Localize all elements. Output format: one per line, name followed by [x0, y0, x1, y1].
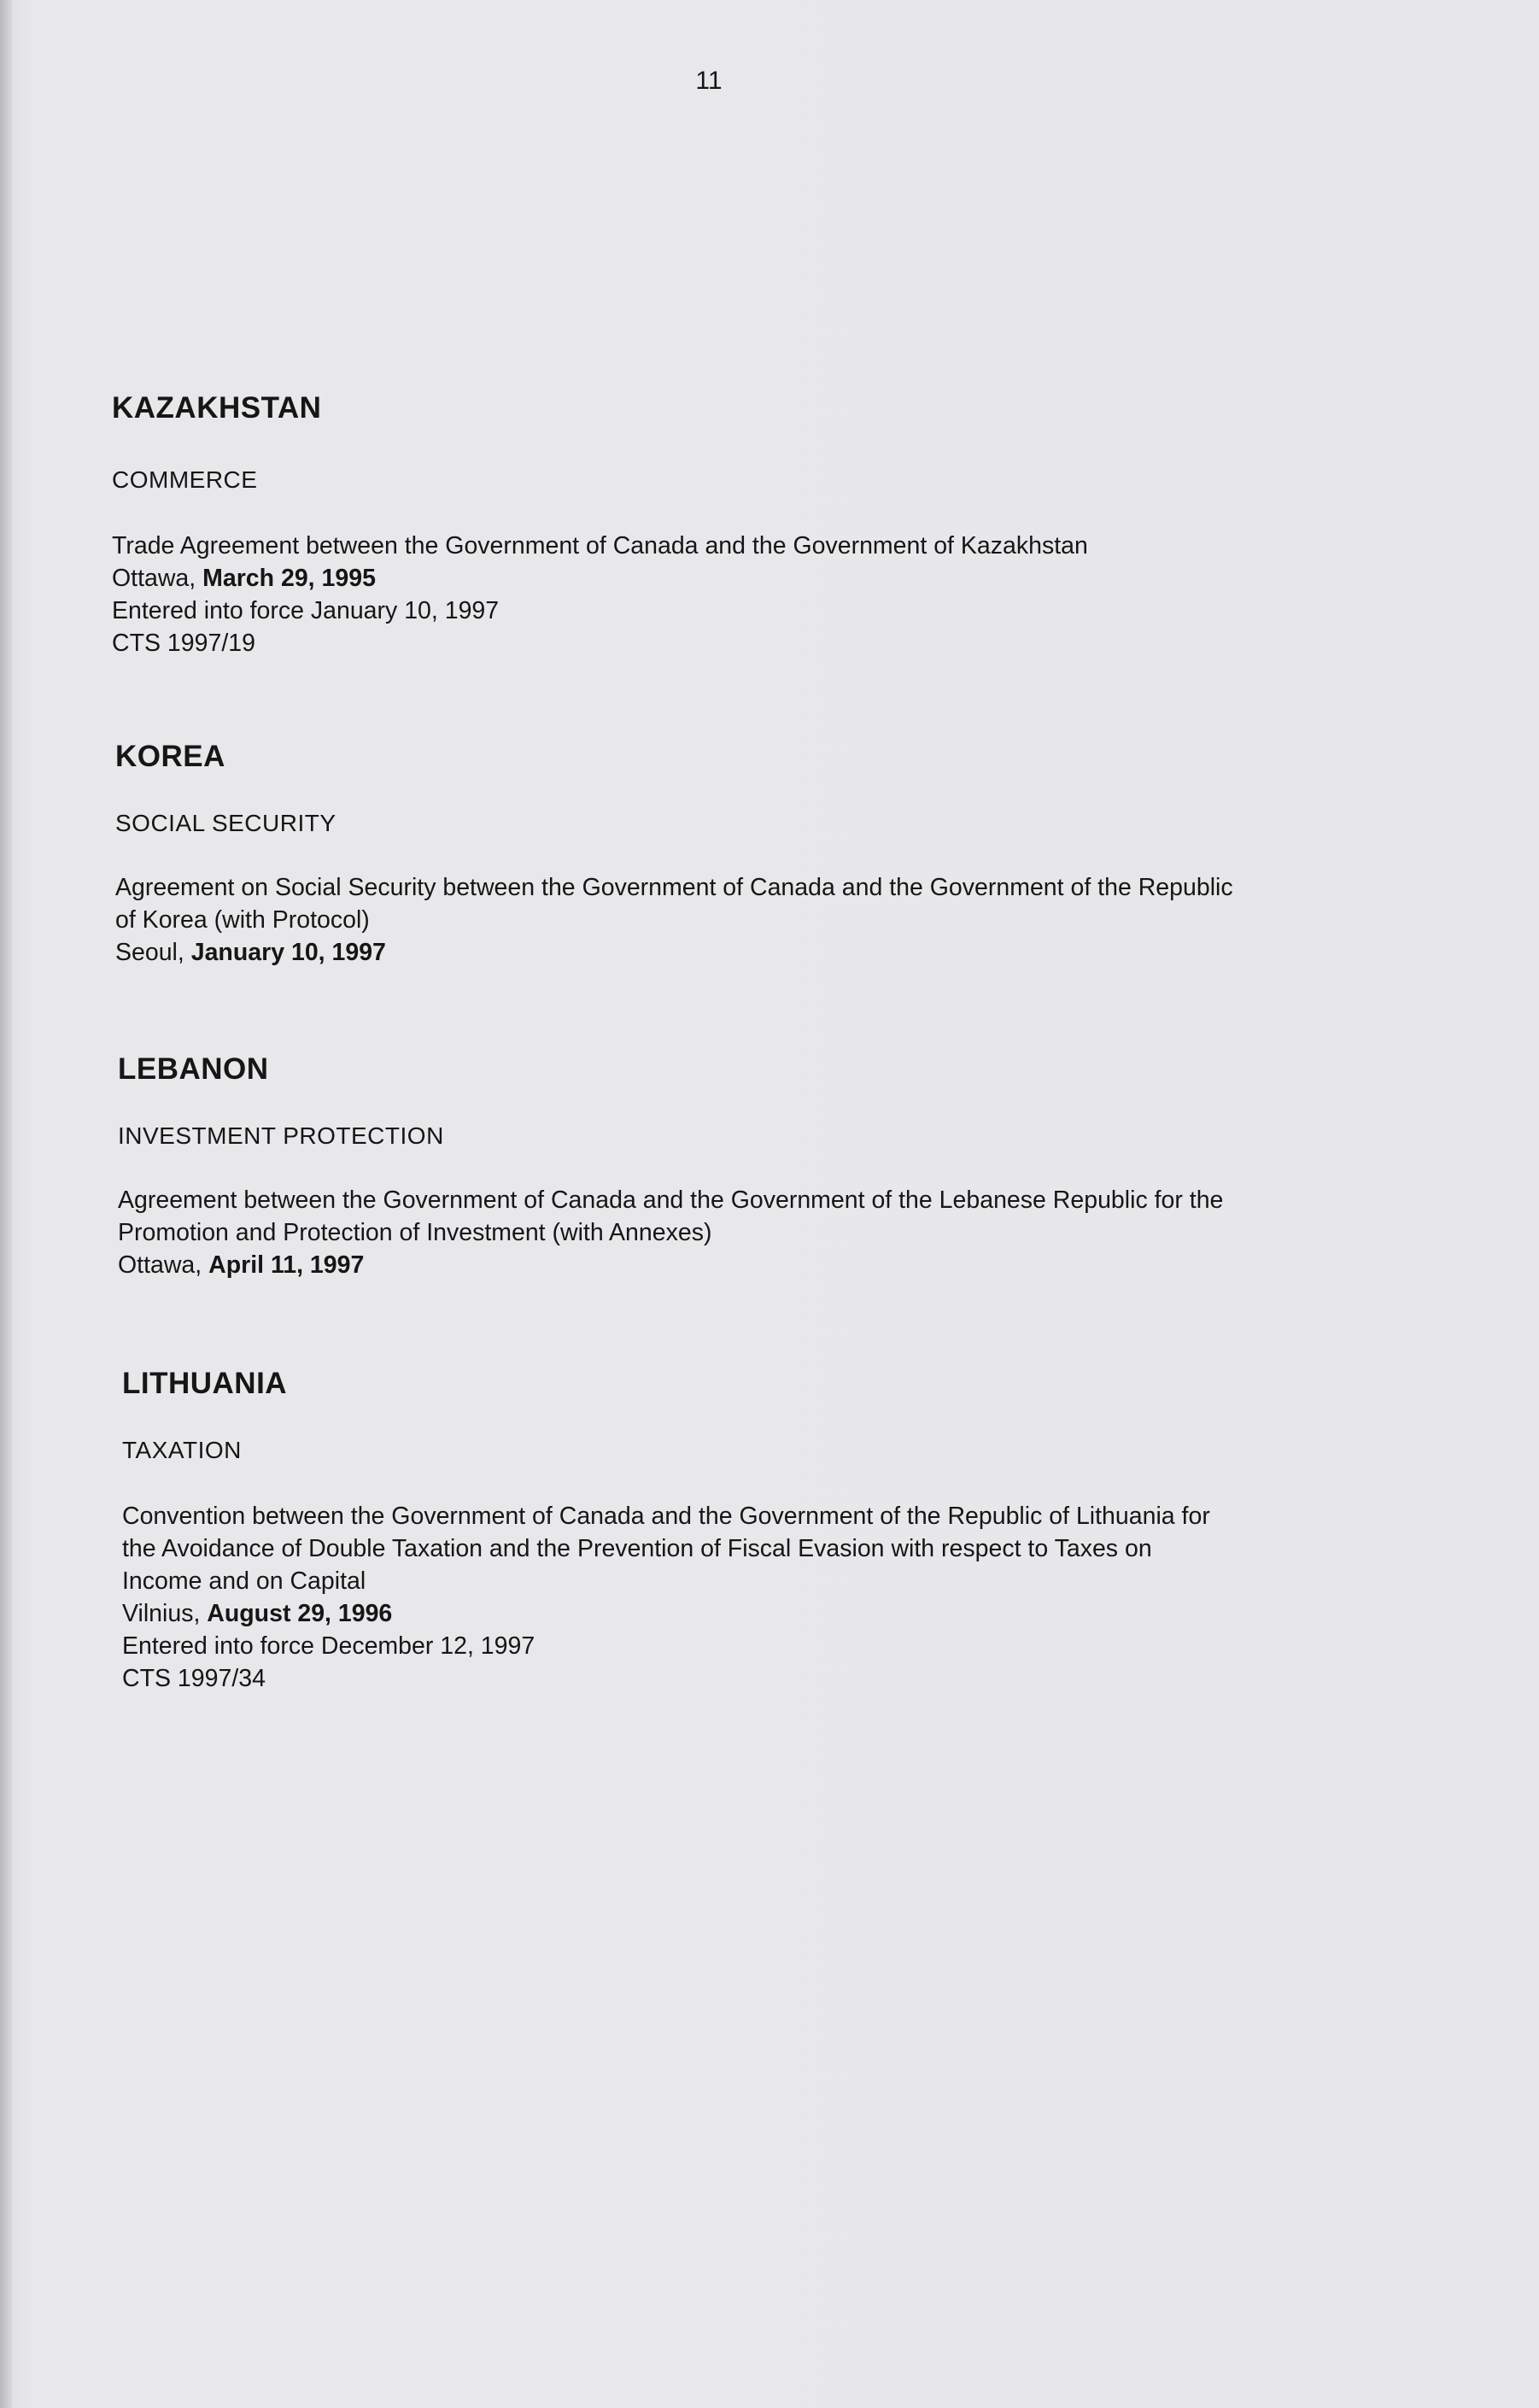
- signing-line: [112, 562, 1410, 595]
- cts-reference: CTS 1997/34: [122, 1665, 266, 1692]
- cts-reference: CTS 1997/19: [112, 630, 255, 657]
- agreement-title-line: Trade Agreement between the Government of Canada and the Government of Kazakhstan: [112, 532, 1088, 560]
- signing-date: March 29, 1995: [202, 565, 376, 592]
- section-korea: [115, 740, 1413, 969]
- country-heading: LEBANON: [118, 1052, 269, 1086]
- entry-into-force: Entered into force January 10, 1997: [112, 597, 500, 624]
- section-lebanon: [118, 1052, 1416, 1281]
- signing-place: Ottawa,: [118, 1251, 209, 1279]
- agreement-title-line: Agreement on Social Security between the Government of Canada and the Government of the Republic: [115, 874, 1233, 901]
- agreement-entry: [118, 1184, 1416, 1281]
- agreement-title-line: Convention between the Government of Canada and the Government of the Republic of Lithuania for: [122, 1503, 1210, 1530]
- entry-into-force: Entered into force December 12, 1997: [122, 1632, 535, 1660]
- country-heading: KOREA: [115, 740, 225, 773]
- agreement-entry: [115, 871, 1413, 969]
- category-label: INVESTMENT PROTECTION: [118, 1122, 444, 1149]
- signing-line: [118, 1249, 1416, 1281]
- agreement-entry: [112, 530, 1410, 659]
- agreement-entry: [122, 1500, 1420, 1695]
- signing-date: January 10, 1997: [190, 939, 386, 966]
- category-label: COMMERCE: [112, 466, 258, 493]
- agreement-title-line: Income and on Capital: [122, 1567, 366, 1595]
- category-label: TAXATION: [122, 1437, 242, 1463]
- signing-place: Seoul,: [115, 939, 191, 966]
- section-lithuania: [122, 1367, 1420, 1695]
- signing-place: Vilnius,: [122, 1600, 208, 1627]
- section-kazakhstan: [112, 391, 1410, 659]
- signing-date: August 29, 1996: [207, 1600, 393, 1627]
- category-label: SOCIAL SECURITY: [115, 810, 336, 836]
- country-heading: KAZAKHSTAN: [112, 391, 322, 425]
- agreement-title-line: Agreement between the Government of Canada and the Government of the Lebanese Republic for the: [118, 1186, 1224, 1214]
- signing-date: April 11, 1997: [208, 1251, 365, 1279]
- signing-place: Ottawa,: [112, 565, 203, 592]
- country-heading: LITHUANIA: [122, 1367, 288, 1400]
- signing-line: [115, 936, 1413, 969]
- binding-edge: [0, 0, 12, 2408]
- agreement-title-line: of Korea (with Protocol): [115, 906, 370, 934]
- agreement-title-line: the Avoidance of Double Taxation and the Prevention of Fiscal Evasion with respect to Taxes on: [122, 1535, 1152, 1562]
- agreement-title-line: Promotion and Protection of Investment (with Annexes): [118, 1219, 712, 1246]
- page-number: 11: [695, 67, 723, 95]
- signing-line: [122, 1597, 1420, 1630]
